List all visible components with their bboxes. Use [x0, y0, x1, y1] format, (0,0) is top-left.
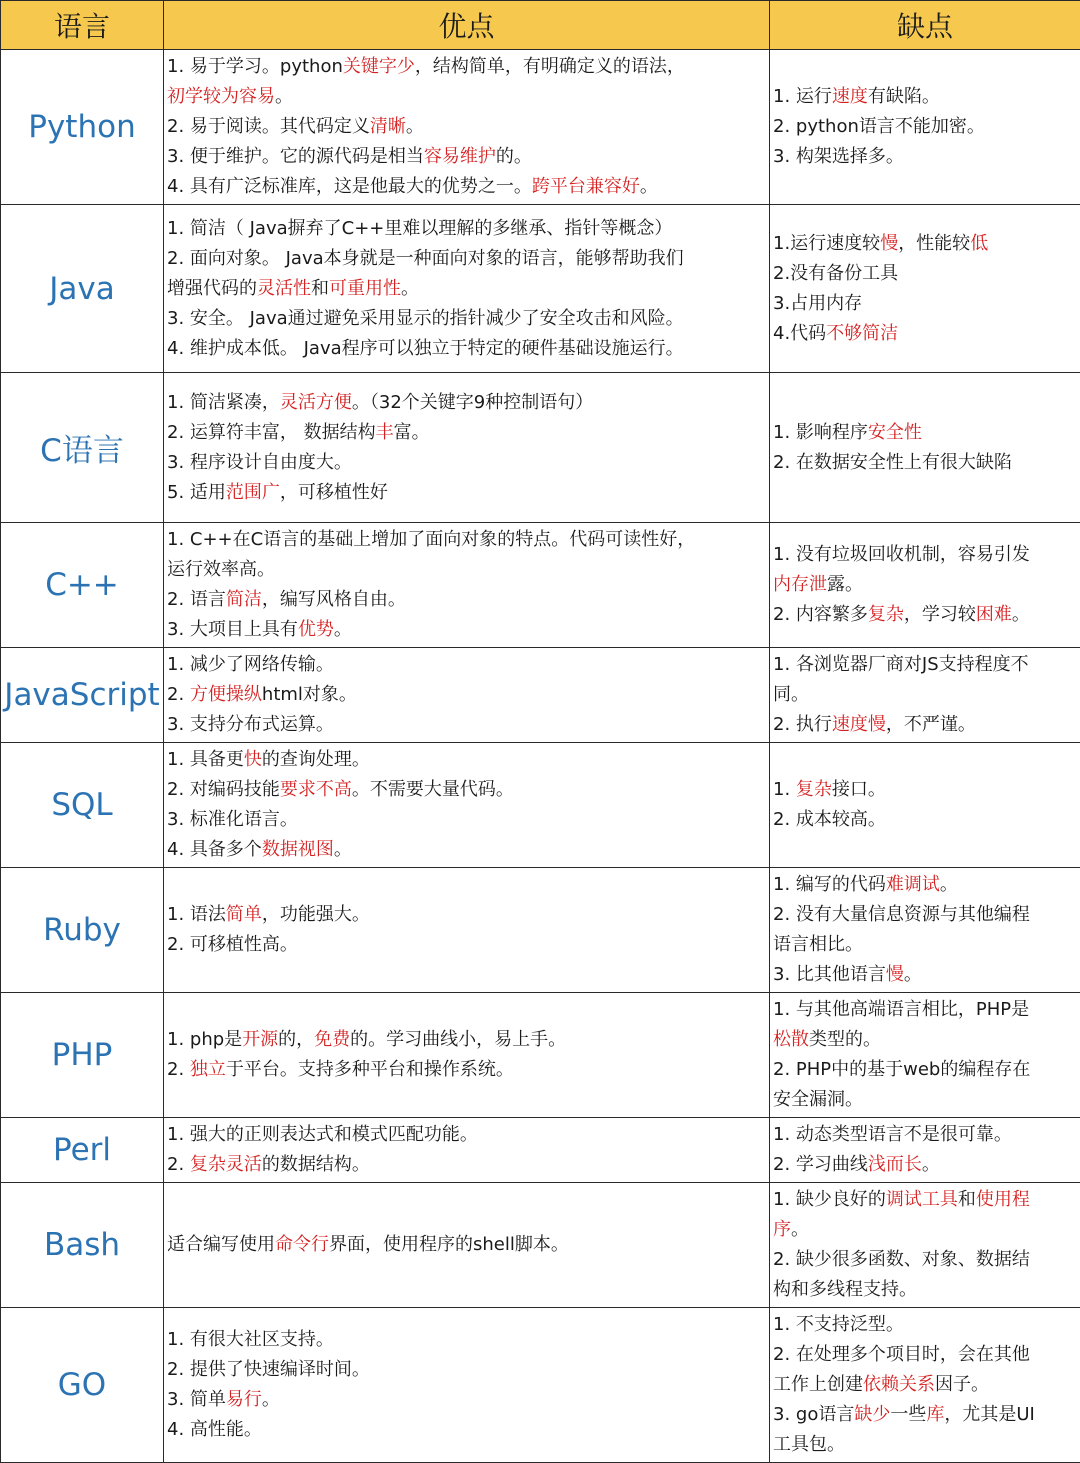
pros-line [167, 615, 765, 645]
text-segment: 和 [311, 278, 329, 299]
pros-line [167, 1120, 765, 1150]
cons-line [773, 1340, 1076, 1370]
table-row [1, 743, 1080, 868]
text-segment: 1. 各浏览器厂商对JS支持程度不 [773, 654, 1029, 675]
text-segment: 2. 面向对象。 Java本身就是一种面向对象的语言，能够帮助我们 [167, 248, 684, 269]
header-cons: 缺点 [770, 1, 1080, 50]
cons-line [773, 540, 1076, 570]
pros-line [167, 805, 765, 835]
text-segment: 。 [334, 619, 352, 640]
language-name: PHP [1, 993, 164, 1118]
highlighted-text: 困难 [976, 604, 1012, 625]
text-segment: 2. 内容繁多 [773, 604, 868, 625]
highlighted-text: 缺少 [854, 1404, 890, 1425]
cons-cell [770, 1118, 1080, 1183]
highlighted-text: 库 [926, 1404, 944, 1425]
language-name: SQL [1, 743, 164, 868]
text-segment: ，尤其是UI [944, 1404, 1034, 1425]
pros-line [167, 214, 765, 244]
cons-cell [770, 373, 1080, 523]
cons-line [773, 1370, 1076, 1400]
cons-line [773, 142, 1076, 172]
cons-line [773, 1085, 1076, 1115]
cons-line [773, 1055, 1076, 1085]
pros-line [167, 1355, 765, 1385]
pros-line [167, 555, 765, 585]
highlighted-text: 慢 [880, 233, 898, 254]
highlighted-text: 容易维护 [424, 146, 496, 167]
cons-line [773, 1120, 1076, 1150]
pros-line [167, 745, 765, 775]
text-segment: 3.占用内存 [773, 293, 862, 314]
text-segment: 。 [1012, 604, 1030, 625]
highlighted-text: 数据视图 [262, 839, 334, 860]
pros-line [167, 775, 765, 805]
highlighted-text: 复杂 [796, 779, 832, 800]
text-segment: 3. 比其他语言 [773, 964, 886, 985]
text-segment: 。 [922, 1154, 940, 1175]
pros-line [167, 142, 765, 172]
pros-line [167, 900, 765, 930]
pros-cell [164, 373, 770, 523]
text-segment: 露。 [827, 574, 863, 595]
pros-line [167, 304, 765, 334]
cons-line [773, 1400, 1076, 1430]
language-name: Python [1, 50, 164, 205]
pros-line [167, 680, 765, 710]
text-segment: 富。 [394, 422, 430, 443]
highlighted-text: 复杂灵活 [190, 1154, 262, 1175]
text-segment: 2. 运算符丰富， 数据结构 [167, 422, 376, 443]
text-segment: 2. 可移植性高。 [167, 934, 298, 955]
pros-cell [164, 1118, 770, 1183]
text-segment: ，学习较 [904, 604, 976, 625]
text-segment: 1. 缺少良好的 [773, 1189, 886, 1210]
text-segment: 于平台。支持多种平台和操作系统。 [226, 1059, 514, 1080]
cons-line [773, 960, 1076, 990]
text-segment: 2. 语言 [167, 589, 226, 610]
text-segment: 1. 不支持泛型。 [773, 1314, 904, 1335]
table-row [1, 993, 1080, 1118]
language-name: C++ [1, 523, 164, 648]
text-segment: 工具包。 [773, 1434, 845, 1455]
cons-line [773, 600, 1076, 630]
highlighted-text: 可重用性 [329, 278, 401, 299]
text-segment: 2. 执行 [773, 714, 832, 735]
text-segment: 2. PHP中的基于web的编程存在 [773, 1059, 1030, 1080]
highlighted-text: 丰 [376, 422, 394, 443]
text-segment: 工作上创建 [773, 1374, 863, 1395]
highlighted-text: 初学较为容易 [167, 86, 275, 107]
cons-line [773, 650, 1076, 680]
pros-line [167, 1325, 765, 1355]
text-segment: 1. 影响程序 [773, 422, 868, 443]
text-segment: 4. 维护成本低。 Java程序可以独立于特定的硬件基础设施运行。 [167, 338, 684, 359]
highlighted-text: 易行 [226, 1389, 262, 1410]
text-segment: 2. 没有大量信息资源与其他编程 [773, 904, 1030, 925]
cons-line [773, 870, 1076, 900]
text-segment: 类型的。 [809, 1029, 881, 1050]
highlighted-text: 使用程 [976, 1189, 1030, 1210]
highlighted-text: 独立 [190, 1059, 226, 1080]
highlighted-text: 简单 [226, 904, 262, 925]
highlighted-text: 关键字少 [343, 56, 415, 77]
text-segment: 2. 在数据安全性上有很大缺陷 [773, 452, 1012, 473]
text-segment: 。 [940, 874, 958, 895]
text-segment: 1. [773, 779, 796, 800]
text-segment: 安全漏洞。 [773, 1089, 863, 1110]
table-row [1, 523, 1080, 648]
cons-cell [770, 868, 1080, 993]
highlighted-text: 简洁 [226, 589, 262, 610]
pros-line [167, 448, 765, 478]
text-segment: 1. 具备更 [167, 749, 244, 770]
cons-line [773, 319, 1076, 349]
text-segment: 的， [278, 1029, 314, 1050]
text-segment: 3. 构架选择多。 [773, 146, 904, 167]
text-segment: 2. 提供了快速编译时间。 [167, 1359, 370, 1380]
text-segment: ，编写风格自由。 [262, 589, 406, 610]
text-segment: 1.运行速度较 [773, 233, 880, 254]
text-segment: 1. 减少了网络传输。 [167, 654, 334, 675]
text-segment: 的查询处理。 [262, 749, 370, 770]
language-name: Ruby [1, 868, 164, 993]
highlighted-text: 方便操纵 [190, 684, 262, 705]
text-segment: 5. 适用 [167, 482, 226, 503]
cons-line [773, 1215, 1076, 1245]
cons-line [773, 1245, 1076, 1275]
text-segment: 1. 没有垃圾回收机制，容易引发 [773, 544, 1030, 565]
cons-line [773, 1275, 1076, 1305]
cons-line [773, 112, 1076, 142]
highlighted-text: 依赖关系 [863, 1374, 935, 1395]
text-segment: 。 [334, 839, 352, 860]
text-segment: 1. 运行 [773, 86, 832, 107]
cons-cell [770, 1308, 1080, 1463]
cons-cell [770, 1183, 1080, 1308]
pros-cell [164, 743, 770, 868]
highlighted-text: 浅而长 [868, 1154, 922, 1175]
pros-cell [164, 1183, 770, 1308]
text-segment: 3. 安全。 Java通过避免采用显示的指针减少了安全攻击和风险。 [167, 308, 684, 329]
pros-line [167, 334, 765, 364]
text-segment: 同。 [773, 684, 809, 705]
text-segment: 1. 简洁紧凑， [167, 392, 280, 413]
highlighted-text: 开源 [242, 1029, 278, 1050]
text-segment: ，可移植性好 [280, 482, 388, 503]
highlighted-text: 难调试 [886, 874, 940, 895]
cons-line [773, 289, 1076, 319]
text-segment: 。 [904, 964, 922, 985]
text-segment: 4. 具有广泛标准库，这是他最大的优势之一。 [167, 176, 532, 197]
text-segment: 1. 动态类型语言不是很可靠。 [773, 1124, 1012, 1145]
cons-cell [770, 50, 1080, 205]
text-segment: ，不严谨。 [886, 714, 976, 735]
highlighted-text: 灵活性 [257, 278, 311, 299]
table-row [1, 205, 1080, 373]
language-name: Bash [1, 1183, 164, 1308]
text-segment: 2.没有备份工具 [773, 263, 898, 284]
table-row [1, 50, 1080, 205]
cons-cell [770, 205, 1080, 373]
text-segment: ，结构简单，有明确定义的语法， [415, 56, 685, 77]
text-segment: 接口。 [832, 779, 886, 800]
text-segment: 1. 语法 [167, 904, 226, 925]
highlighted-text: 不够简洁 [826, 323, 898, 344]
highlighted-text: 跨平台兼容好 [532, 176, 640, 197]
cons-line [773, 1185, 1076, 1215]
pros-line [167, 112, 765, 142]
highlighted-text: 清晰 [370, 116, 406, 137]
cons-cell [770, 523, 1080, 648]
text-segment: 3. go语言 [773, 1404, 854, 1425]
text-segment: 1. php是 [167, 1029, 242, 1050]
pros-cell [164, 993, 770, 1118]
cons-line [773, 900, 1076, 930]
pros-cell [164, 868, 770, 993]
highlighted-text: 速度慢 [832, 714, 886, 735]
text-segment: 2. [167, 1154, 190, 1175]
highlighted-text: 内存泄 [773, 574, 827, 595]
text-segment: 1. 强大的正则表达式和模式匹配功能。 [167, 1124, 478, 1145]
text-segment: 。 [401, 278, 419, 299]
text-segment: 增强代码的 [167, 278, 257, 299]
cons-line [773, 229, 1076, 259]
text-segment: 2. 学习曲线 [773, 1154, 868, 1175]
text-segment: 3. 标准化语言。 [167, 809, 298, 830]
language-name: JavaScript [1, 648, 164, 743]
highlighted-text: 命令行 [275, 1234, 329, 1255]
highlighted-text: 优势 [298, 619, 334, 640]
text-segment: 运行效率高。 [167, 559, 275, 580]
text-segment: 3. 大项目上具有 [167, 619, 298, 640]
cons-line [773, 82, 1076, 112]
highlighted-text: 松散 [773, 1029, 809, 1050]
pros-line [167, 418, 765, 448]
text-segment: 2. 缺少很多函数、对象、数据结 [773, 1249, 1030, 1270]
cons-line [773, 1150, 1076, 1180]
table-row [1, 1183, 1080, 1308]
pros-line [167, 478, 765, 508]
pros-line [167, 388, 765, 418]
pros-line [167, 274, 765, 304]
highlighted-text: 快 [244, 749, 262, 770]
header-language: 语言 [1, 1, 164, 50]
highlighted-text: 调试工具 [886, 1189, 958, 1210]
text-segment: 的。学习曲线小，易上手。 [350, 1029, 566, 1050]
table-row [1, 1118, 1080, 1183]
text-segment: ，性能较 [898, 233, 970, 254]
text-segment: 3. 程序设计自由度大。 [167, 452, 352, 473]
text-segment: 。不需要大量代码。 [352, 779, 514, 800]
cons-cell [770, 648, 1080, 743]
pros-line [167, 1025, 765, 1055]
cons-line [773, 710, 1076, 740]
table-row [1, 648, 1080, 743]
text-segment: 3. 简单 [167, 1389, 226, 1410]
table-row [1, 868, 1080, 993]
pros-line [167, 1055, 765, 1085]
text-segment: 界面，使用程序的shell脚本。 [329, 1234, 569, 1255]
text-segment: 2. 在处理多个项目时，会在其他 [773, 1344, 1030, 1365]
pros-cell [164, 50, 770, 205]
text-segment: 一些 [890, 1404, 926, 1425]
pros-line [167, 1150, 765, 1180]
pros-line [167, 585, 765, 615]
text-segment: 1. 易于学习。python [167, 56, 343, 77]
pros-line [167, 1385, 765, 1415]
text-segment: 。 [640, 176, 658, 197]
text-segment: 2. 对编码技能 [167, 779, 280, 800]
cons-line [773, 259, 1076, 289]
pros-line [167, 930, 765, 960]
text-segment: 适合编写使用 [167, 1234, 275, 1255]
text-segment: 1. C++在C语言的基础上增加了面向对象的特点。代码可读性好， [167, 529, 695, 550]
text-segment: 构和多线程支持。 [773, 1279, 917, 1300]
text-segment: 4. 高性能。 [167, 1419, 262, 1440]
highlighted-text: 慢 [886, 964, 904, 985]
pros-line [167, 172, 765, 202]
highlighted-text: 速度 [832, 86, 868, 107]
pros-line [167, 82, 765, 112]
highlighted-text: 低 [970, 233, 988, 254]
language-name: Java [1, 205, 164, 373]
language-name: C语言 [1, 373, 164, 523]
pros-line [167, 650, 765, 680]
cons-line [773, 570, 1076, 600]
pros-line [167, 525, 765, 555]
text-segment: 1. 简洁（ Java摒弃了C++里难以理解的多继承、指针等概念） [167, 218, 672, 239]
pros-line [167, 1230, 765, 1260]
table-body [1, 50, 1080, 1463]
text-segment: 因子。 [935, 1374, 989, 1395]
text-segment: 。 [791, 1219, 809, 1240]
text-segment: 2. python语言不能加密。 [773, 116, 985, 137]
text-segment: 2. 成本较高。 [773, 809, 886, 830]
language-name: Perl [1, 1118, 164, 1183]
text-segment: 3. 便于维护。它的源代码是相当 [167, 146, 424, 167]
text-segment: 。 [406, 116, 424, 137]
text-segment: 2. 易于阅读。其代码定义 [167, 116, 370, 137]
cons-line [773, 1310, 1076, 1340]
cons-line [773, 775, 1076, 805]
pros-line [167, 244, 765, 274]
text-segment: 。 [275, 86, 293, 107]
cons-line [773, 680, 1076, 710]
text-segment: 。 [262, 1389, 280, 1410]
text-segment: 2. [167, 684, 190, 705]
text-segment: 4.代码 [773, 323, 826, 344]
text-segment: 2. [167, 1059, 190, 1080]
highlighted-text: 要求不高 [280, 779, 352, 800]
cons-line [773, 418, 1076, 448]
highlighted-text: 范围广 [226, 482, 280, 503]
pros-line [167, 1415, 765, 1445]
highlighted-text: 复杂 [868, 604, 904, 625]
cons-cell [770, 743, 1080, 868]
cons-line [773, 930, 1076, 960]
text-segment: ，功能强大。 [262, 904, 370, 925]
text-segment: 1. 编写的代码 [773, 874, 886, 895]
text-segment: 。（32个关键字9种控制语句） [352, 392, 593, 413]
text-segment: html对象。 [262, 684, 357, 705]
pros-cell [164, 205, 770, 373]
pros-cell [164, 1308, 770, 1463]
highlighted-text: 序 [773, 1219, 791, 1240]
header-pros: 优点 [164, 1, 770, 50]
cons-line [773, 1025, 1076, 1055]
text-segment: 1. 与其他高端语言相比，PHP是 [773, 999, 1029, 1020]
text-segment: 的。 [496, 146, 532, 167]
text-segment: 语言相比。 [773, 934, 863, 955]
pros-cell [164, 648, 770, 743]
language-name: GO [1, 1308, 164, 1463]
header-row [1, 1, 1080, 50]
text-segment: 3. 支持分布式运算。 [167, 714, 334, 735]
text-segment: 4. 具备多个 [167, 839, 262, 860]
cons-line [773, 805, 1076, 835]
cons-line [773, 1430, 1076, 1460]
highlighted-text: 免费 [314, 1029, 350, 1050]
text-segment: 1. 有很大社区支持。 [167, 1329, 334, 1350]
table-row [1, 373, 1080, 523]
text-segment: 和 [958, 1189, 976, 1210]
cons-line [773, 995, 1076, 1025]
pros-cell [164, 523, 770, 648]
highlighted-text: 安全性 [868, 422, 922, 443]
table-row [1, 1308, 1080, 1463]
pros-line [167, 710, 765, 740]
text-segment: 的数据结构。 [262, 1154, 370, 1175]
pros-line [167, 52, 765, 82]
text-segment: 有缺陷。 [868, 86, 940, 107]
highlighted-text: 灵活方便 [280, 392, 352, 413]
cons-line [773, 448, 1076, 478]
cons-cell [770, 993, 1080, 1118]
pros-line [167, 835, 765, 865]
